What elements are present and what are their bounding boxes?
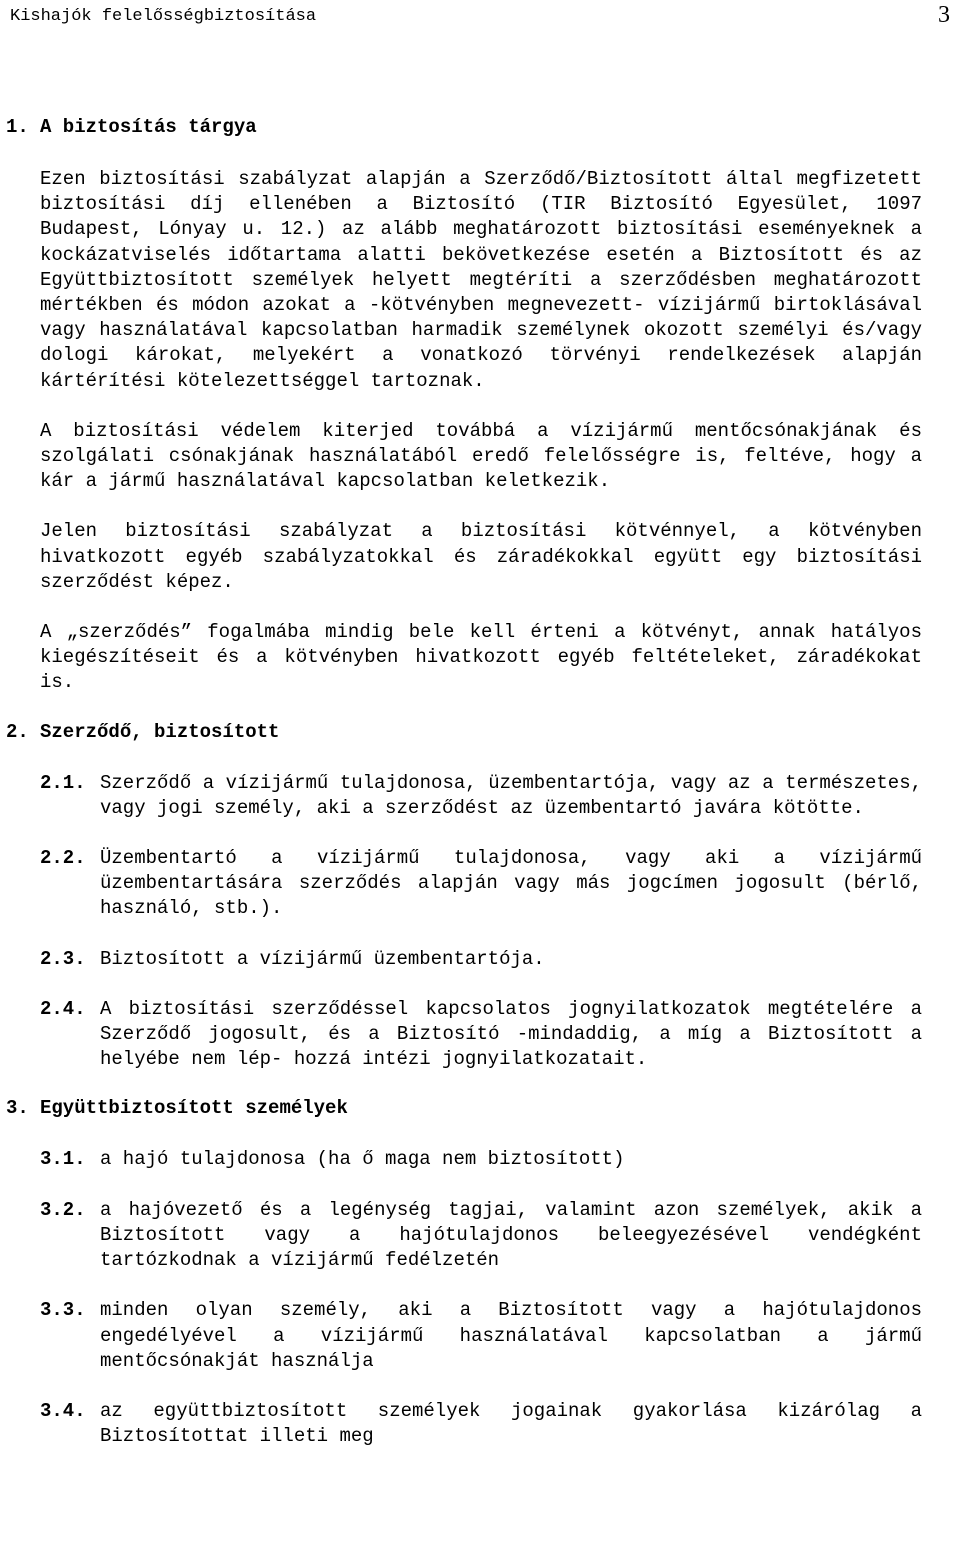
list-item (0, 771, 960, 821)
item-text: az együttbiztosított személyek jogainak gyakorlása kizárólag a Biztosítottat illeti meg (100, 1399, 922, 1448)
item-number: 3.3. (40, 1299, 86, 1322)
paragraph: Jelen biztosítási szabályzat a biztosítási kötvénnyel, a kötvényben hivatkozott egyéb szabályzatokkal és záradékokkal együtt egy biztosítási szerződést képez. (40, 520, 922, 593)
page-header (10, 3, 950, 31)
item-text: Biztosított a vízijármű üzembentartója. (100, 947, 545, 970)
list-item (0, 1147, 960, 1172)
item-text: Szerződő a vízijármű tulajdonosa, üzembentartója, vagy az a természetes, vagy jogi személy, aki a szerződést az üzembentartó javára kötötte. (100, 771, 922, 819)
item-number: 2.2. (40, 847, 86, 870)
section-title: Szerződő, biztosított (40, 720, 280, 743)
list-item (0, 1298, 960, 1374)
section-3-heading (0, 1094, 960, 1122)
page-number: 3 (938, 2, 950, 28)
list-item (0, 846, 960, 922)
list-item (0, 1198, 960, 1274)
item-number: 3.2. (40, 1198, 86, 1221)
item-text: A biztosítási szerződéssel kapcsolatos jognyilatkozatok megtételére a Szerződő jogosult, és a Biztosító -mindaddig, a míg a Biztosított a helyébe nem lép- hozzá intézi jognyilatkozatait. (100, 997, 922, 1071)
section-title: A biztosítás tárgya (40, 116, 257, 138)
list-item (0, 1399, 960, 1449)
item-text: Üzembentartó a vízijármű tulajdonosa, vagy aki a vízijármű üzembentartására szerződés alapján vagy más jogcímen jogosult (bérlő, használó, stb.). (100, 847, 922, 920)
section-number: 3. (6, 1097, 29, 1120)
section-title: Együttbiztosított személyek (40, 1097, 348, 1120)
section-2-heading (0, 718, 960, 746)
item-number: 2.1. (40, 771, 86, 794)
list-item (0, 997, 960, 1073)
item-number: 2.3. (40, 947, 86, 970)
item-number: 2.4. (40, 997, 86, 1020)
paragraph: A „szerződés” fogalmába mindig bele kell érteni a kötvényt, annak hatályos kiegészítéseit és a kötvényben hivatkozott egyéb feltételeket, záradékokat is. (40, 621, 922, 694)
section-number: 1. (6, 116, 29, 138)
item-text: minden olyan személy, aki a Biztosított vagy a hajótulajdonos engedélyével a vízijármű használatával kapcsolatban a jármű mentőcsónakját használja (100, 1299, 922, 1372)
running-header-title: Kishajók felelősségbiztosítása (10, 7, 317, 26)
paragraph: A biztosítási védelem kiterjed továbbá a vízijármű mentőcsónakjának és szolgálati csónakjának használatából eredő felelősségre is, feltéve, hogy a kár a jármű használatával kapcsolatban keletkezik. (40, 419, 922, 493)
paragraph: Ezen biztosítási szabályzat alapján a Szerződő/Biztosított által megfizetett biztosítási díj ellenében a Biztosító (TIR Biztosító Egyesület, 1097 Budapest, Lónyay u. 12.) az alább meghatározott biztosítási eseményeknek a kockázatviselés időtartama alatti bekövetkezése esetén a Biztosított és az Együttbiztosított személyek helyett megtéríti a szerződésben meghatározott mértékben és módon azokat a -kötvényben megnevezett- vízijármű birtoklásával vagy használatával kapcsolatban harmadik személynek okozott személyi és/vagy dologi károkat, melyekért a vonatkozó törvényi rendelkezések alapján kártérítési kötelezettséggel tartoznak. (40, 168, 922, 392)
list-item (0, 947, 960, 972)
item-number: 3.1. (40, 1148, 86, 1171)
section-number: 2. (6, 720, 29, 743)
item-text: a hajó tulajdonosa (ha ő maga nem biztosított) (100, 1148, 625, 1171)
document-body (0, 113, 960, 1449)
item-text: a hajóvezető és a legénység tagjai, valamint azon személyek, akik a Biztosított vagy a hajótulajdonos beleegyezésével vendégként tartózkodnak a vízijármű fedélzetén (100, 1198, 922, 1272)
section-1-heading (0, 113, 960, 141)
item-number: 3.4. (40, 1399, 86, 1422)
